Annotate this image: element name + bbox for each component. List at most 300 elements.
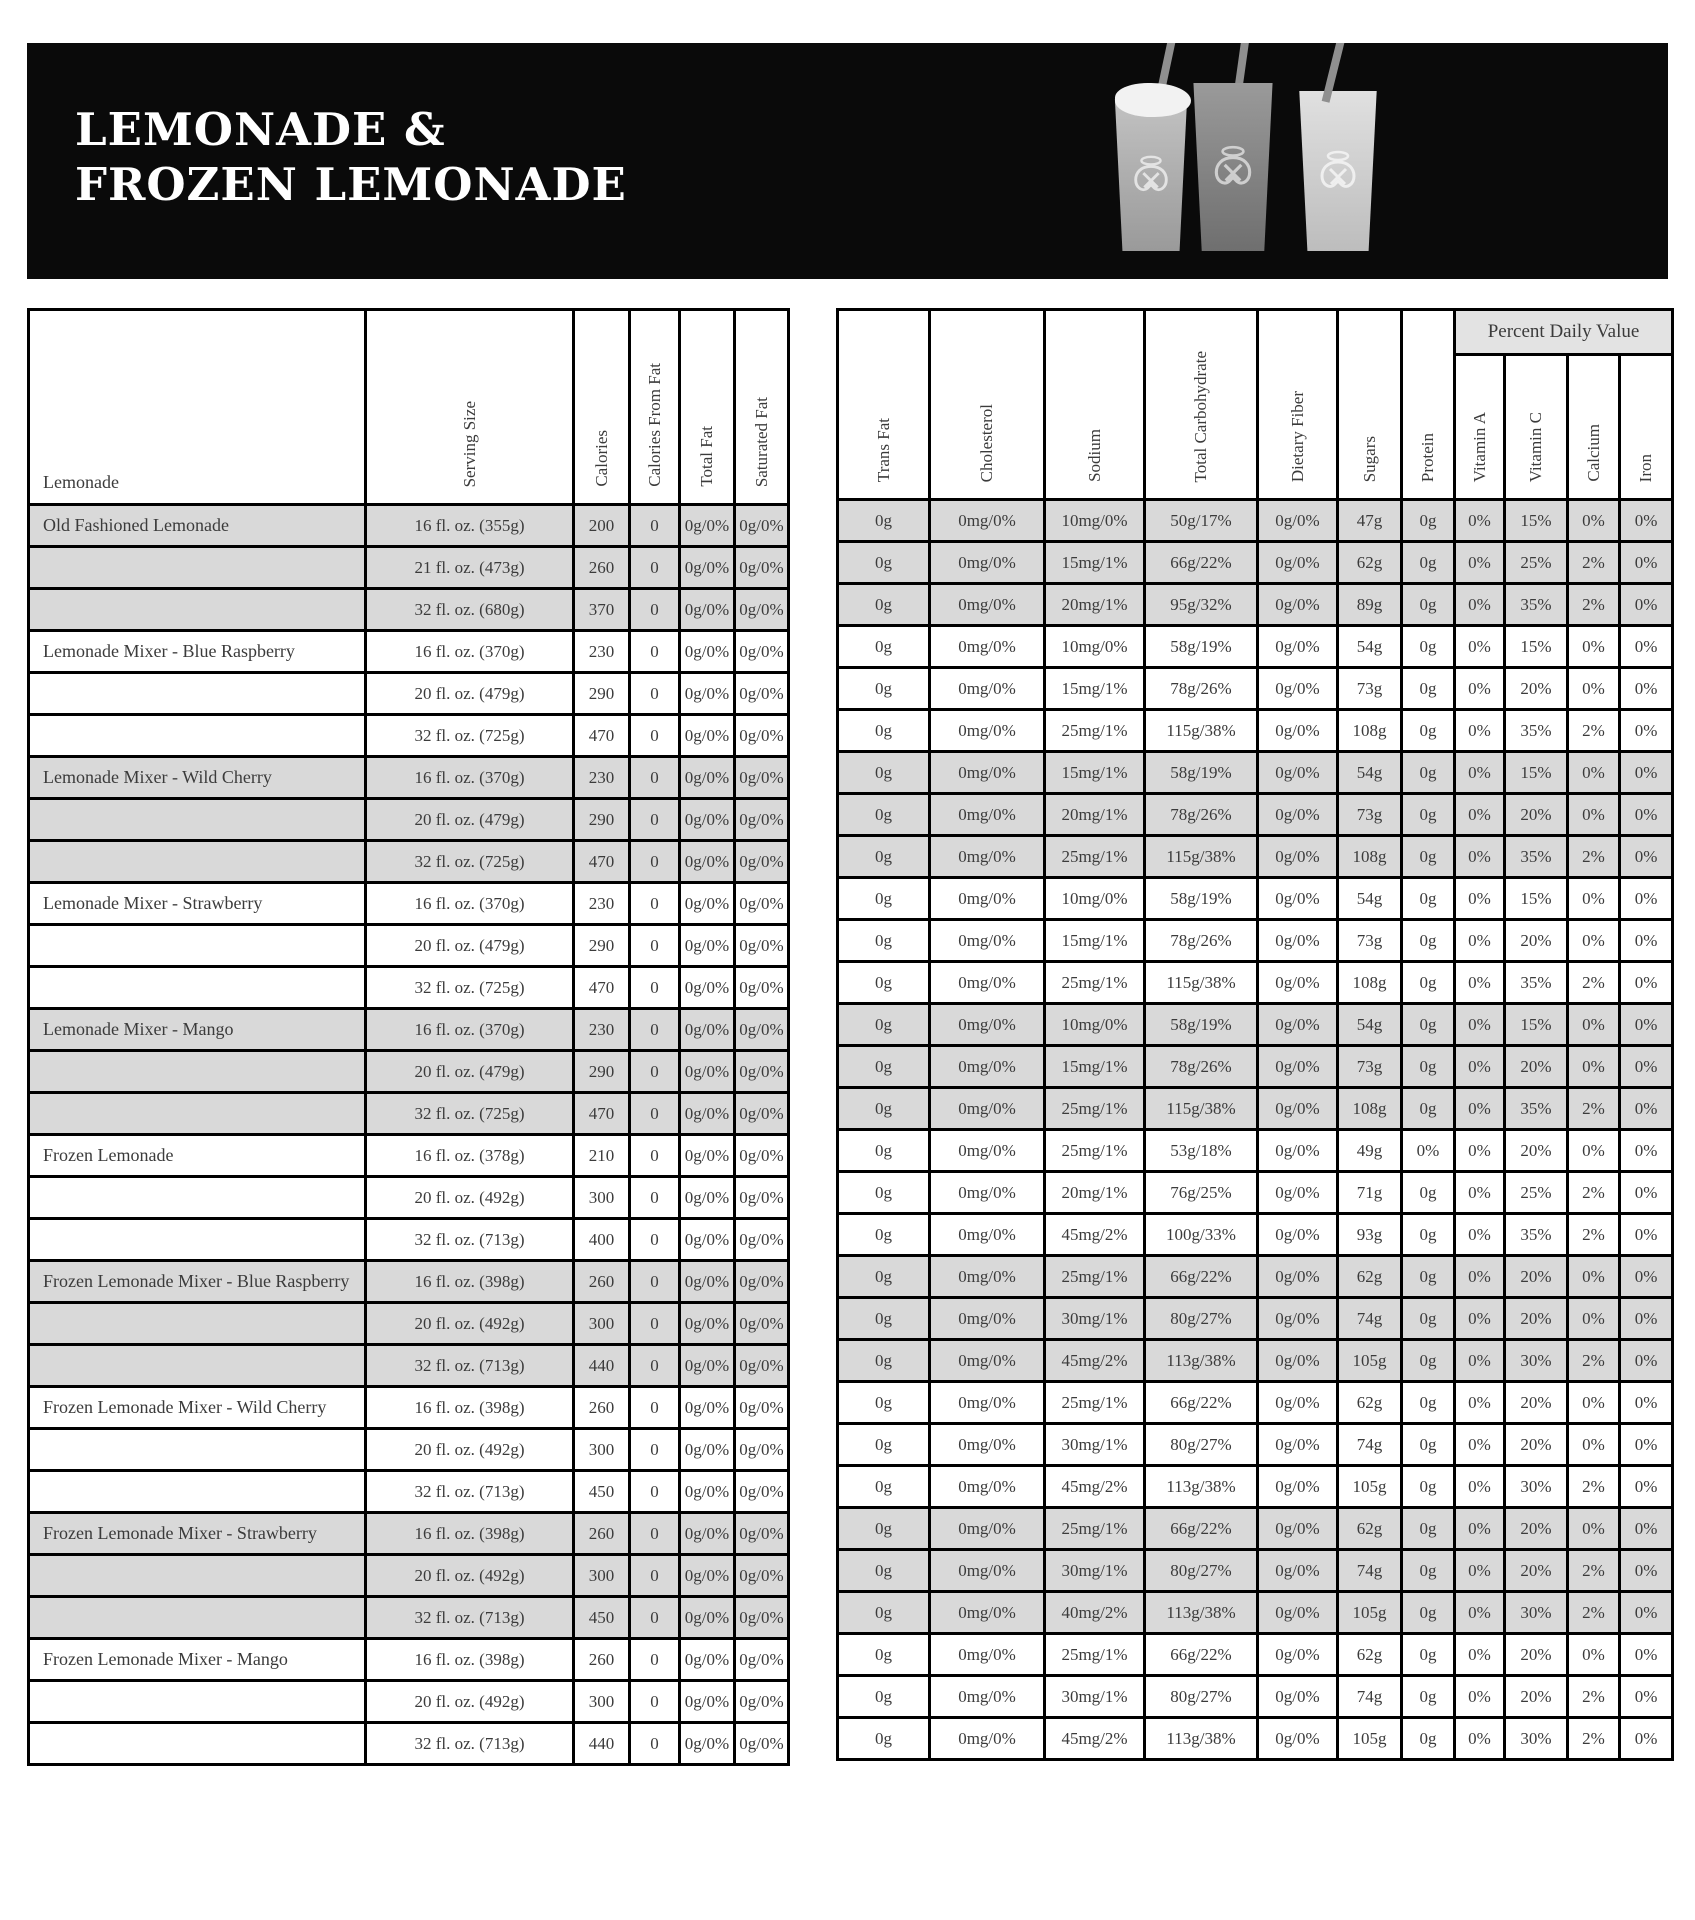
cell-vit_c: 30% bbox=[1505, 1718, 1568, 1760]
cell-serving: 32 fl. oz. (713g) bbox=[366, 1219, 574, 1261]
cell-trans_fat: 0g bbox=[838, 710, 930, 752]
cell-vit_a: 0% bbox=[1455, 584, 1505, 626]
cell-name bbox=[29, 547, 366, 589]
cell-trans_fat: 0g bbox=[838, 1382, 930, 1424]
cell-sugars: 74g bbox=[1338, 1550, 1402, 1592]
cell-calories: 300 bbox=[574, 1429, 630, 1471]
cell-cff: 0 bbox=[630, 1387, 680, 1429]
cell-calories: 200 bbox=[574, 505, 630, 547]
cell-fiber: 0g/0% bbox=[1258, 1088, 1338, 1130]
column-header-calories: Calories bbox=[574, 310, 630, 505]
cell-sat_fat: 0g/0% bbox=[735, 589, 789, 631]
cell-serving: 32 fl. oz. (713g) bbox=[366, 1723, 574, 1765]
cell-carbs: 50g/17% bbox=[1145, 500, 1258, 542]
cell-cholesterol: 0mg/0% bbox=[930, 962, 1045, 1004]
cell-vit_c: 35% bbox=[1505, 962, 1568, 1004]
cell-trans_fat: 0g bbox=[838, 962, 930, 1004]
table-row bbox=[29, 1135, 789, 1177]
cell-total_fat: 0g/0% bbox=[680, 505, 735, 547]
cell-vit_c: 35% bbox=[1505, 584, 1568, 626]
cell-iron: 0% bbox=[1620, 1130, 1673, 1172]
cell-protein: 0g bbox=[1402, 1466, 1455, 1508]
cell-cff: 0 bbox=[630, 1513, 680, 1555]
cell-serving: 32 fl. oz. (725g) bbox=[366, 715, 574, 757]
cell-calcium: 0% bbox=[1568, 752, 1620, 794]
cell-total_fat: 0g/0% bbox=[680, 1471, 735, 1513]
cell-protein: 0g bbox=[1402, 1298, 1455, 1340]
cell-total_fat: 0g/0% bbox=[680, 1597, 735, 1639]
cell-calcium: 0% bbox=[1568, 1424, 1620, 1466]
cell-cff: 0 bbox=[630, 673, 680, 715]
cell-fiber: 0g/0% bbox=[1258, 1718, 1338, 1760]
cell-trans_fat: 0g bbox=[838, 1718, 930, 1760]
cell-calories: 290 bbox=[574, 673, 630, 715]
cell-serving: 20 fl. oz. (479g) bbox=[366, 799, 574, 841]
cell-vit_c: 20% bbox=[1505, 1676, 1568, 1718]
cell-sodium: 45mg/2% bbox=[1045, 1466, 1145, 1508]
cell-cff: 0 bbox=[630, 1135, 680, 1177]
cell-vit_a: 0% bbox=[1455, 1256, 1505, 1298]
cell-vit_a: 0% bbox=[1455, 500, 1505, 542]
cell-fiber: 0g/0% bbox=[1258, 1634, 1338, 1676]
table-row bbox=[838, 1046, 1673, 1088]
cell-fiber: 0g/0% bbox=[1258, 710, 1338, 752]
cell-carbs: 113g/38% bbox=[1145, 1592, 1258, 1634]
cell-carbs: 115g/38% bbox=[1145, 710, 1258, 752]
cell-total_fat: 0g/0% bbox=[680, 967, 735, 1009]
cell-trans_fat: 0g bbox=[838, 794, 930, 836]
table-row bbox=[29, 1219, 789, 1261]
cell-iron: 0% bbox=[1620, 668, 1673, 710]
table-row bbox=[29, 1345, 789, 1387]
cell-cholesterol: 0mg/0% bbox=[930, 500, 1045, 542]
cell-vit_a: 0% bbox=[1455, 1676, 1505, 1718]
cell-iron: 0% bbox=[1620, 1634, 1673, 1676]
table-row bbox=[838, 668, 1673, 710]
cell-calcium: 2% bbox=[1568, 1718, 1620, 1760]
cell-calories: 300 bbox=[574, 1303, 630, 1345]
cell-sat_fat: 0g/0% bbox=[735, 925, 789, 967]
cell-iron: 0% bbox=[1620, 1088, 1673, 1130]
cell-vit_c: 30% bbox=[1505, 1466, 1568, 1508]
cell-cholesterol: 0mg/0% bbox=[930, 1172, 1045, 1214]
cell-protein: 0g bbox=[1402, 668, 1455, 710]
cell-calories: 450 bbox=[574, 1471, 630, 1513]
cell-name bbox=[29, 1093, 366, 1135]
cell-calcium: 2% bbox=[1568, 584, 1620, 626]
cell-calories: 470 bbox=[574, 841, 630, 883]
cell-cholesterol: 0mg/0% bbox=[930, 920, 1045, 962]
cell-cff: 0 bbox=[630, 1051, 680, 1093]
cell-sodium: 30mg/1% bbox=[1045, 1550, 1145, 1592]
column-header-total-carbohydrate: Total Carbohydrate bbox=[1145, 310, 1258, 500]
cell-cholesterol: 0mg/0% bbox=[930, 668, 1045, 710]
cell-trans_fat: 0g bbox=[838, 1340, 930, 1382]
cell-carbs: 76g/25% bbox=[1145, 1172, 1258, 1214]
cell-sugars: 54g bbox=[1338, 626, 1402, 668]
cell-carbs: 95g/32% bbox=[1145, 584, 1258, 626]
cell-protein: 0% bbox=[1402, 1130, 1455, 1172]
cell-total_fat: 0g/0% bbox=[680, 841, 735, 883]
cell-vit_c: 20% bbox=[1505, 1550, 1568, 1592]
cell-sodium: 10mg/0% bbox=[1045, 626, 1145, 668]
cell-carbs: 58g/19% bbox=[1145, 1004, 1258, 1046]
cell-calories: 260 bbox=[574, 547, 630, 589]
table-row bbox=[29, 1723, 789, 1765]
cell-fiber: 0g/0% bbox=[1258, 1424, 1338, 1466]
pretzel-logo-icon bbox=[1128, 153, 1174, 197]
cell-calories: 300 bbox=[574, 1681, 630, 1723]
cell-iron: 0% bbox=[1620, 752, 1673, 794]
cell-cff: 0 bbox=[630, 883, 680, 925]
cell-sodium: 10mg/0% bbox=[1045, 878, 1145, 920]
cell-serving: 32 fl. oz. (713g) bbox=[366, 1471, 574, 1513]
cell-fiber: 0g/0% bbox=[1258, 1592, 1338, 1634]
cell-sugars: 47g bbox=[1338, 500, 1402, 542]
cell-vit_a: 0% bbox=[1455, 878, 1505, 920]
cell-cff: 0 bbox=[630, 631, 680, 673]
lemonade-cup-icon bbox=[1187, 83, 1279, 251]
percent-daily-value-header: Percent Daily Value bbox=[1455, 310, 1673, 355]
cell-sodium: 25mg/1% bbox=[1045, 1130, 1145, 1172]
frozen-foam-icon bbox=[1115, 83, 1191, 117]
cell-cholesterol: 0mg/0% bbox=[930, 1298, 1045, 1340]
cell-iron: 0% bbox=[1620, 1256, 1673, 1298]
table-row bbox=[838, 500, 1673, 542]
cell-serving: 20 fl. oz. (492g) bbox=[366, 1177, 574, 1219]
cell-name: Frozen Lemonade Mixer - Mango bbox=[29, 1639, 366, 1681]
table-row bbox=[29, 1429, 789, 1471]
cell-sugars: 74g bbox=[1338, 1424, 1402, 1466]
cell-vit_a: 0% bbox=[1455, 542, 1505, 584]
table-row bbox=[29, 967, 789, 1009]
cell-protein: 0g bbox=[1402, 1592, 1455, 1634]
cell-calcium: 0% bbox=[1568, 626, 1620, 668]
table-row bbox=[29, 1261, 789, 1303]
cell-protein: 0g bbox=[1402, 878, 1455, 920]
cell-protein: 0g bbox=[1402, 1256, 1455, 1298]
cell-protein: 0g bbox=[1402, 1172, 1455, 1214]
cell-iron: 0% bbox=[1620, 1382, 1673, 1424]
page-title-line2: FROZEN LEMONADE bbox=[75, 157, 627, 211]
cell-fiber: 0g/0% bbox=[1258, 626, 1338, 668]
cell-sodium: 15mg/1% bbox=[1045, 1046, 1145, 1088]
cell-serving: 21 fl. oz. (473g) bbox=[366, 547, 574, 589]
cell-iron: 0% bbox=[1620, 1172, 1673, 1214]
cell-name bbox=[29, 967, 366, 1009]
cell-sugars: 105g bbox=[1338, 1592, 1402, 1634]
cell-name: Lemonade Mixer - Mango bbox=[29, 1009, 366, 1051]
lemonade-cups-icon bbox=[1109, 83, 1383, 251]
cell-calories: 470 bbox=[574, 1093, 630, 1135]
table-row bbox=[838, 584, 1673, 626]
cell-fiber: 0g/0% bbox=[1258, 836, 1338, 878]
table-row bbox=[29, 1513, 789, 1555]
table-row bbox=[29, 589, 789, 631]
cell-calcium: 2% bbox=[1568, 1592, 1620, 1634]
cell-sugars: 74g bbox=[1338, 1298, 1402, 1340]
cell-carbs: 100g/33% bbox=[1145, 1214, 1258, 1256]
cell-calcium: 2% bbox=[1568, 1172, 1620, 1214]
cell-serving: 16 fl. oz. (398g) bbox=[366, 1513, 574, 1555]
column-header-dietary-fiber: Dietary Fiber bbox=[1258, 310, 1338, 500]
cell-sugars: 71g bbox=[1338, 1172, 1402, 1214]
cell-calories: 260 bbox=[574, 1513, 630, 1555]
cell-vit_a: 0% bbox=[1455, 920, 1505, 962]
cell-sodium: 40mg/2% bbox=[1045, 1592, 1145, 1634]
cell-iron: 0% bbox=[1620, 1508, 1673, 1550]
cell-sugars: 73g bbox=[1338, 668, 1402, 710]
cell-cholesterol: 0mg/0% bbox=[930, 1718, 1045, 1760]
cell-fiber: 0g/0% bbox=[1258, 668, 1338, 710]
cell-sat_fat: 0g/0% bbox=[735, 1513, 789, 1555]
cell-sodium: 15mg/1% bbox=[1045, 752, 1145, 794]
cell-fiber: 0g/0% bbox=[1258, 794, 1338, 836]
cell-cholesterol: 0mg/0% bbox=[930, 710, 1045, 752]
cell-fiber: 0g/0% bbox=[1258, 1214, 1338, 1256]
cell-protein: 0g bbox=[1402, 1382, 1455, 1424]
cell-sat_fat: 0g/0% bbox=[735, 547, 789, 589]
cell-vit_c: 20% bbox=[1505, 1424, 1568, 1466]
cell-carbs: 78g/26% bbox=[1145, 920, 1258, 962]
cell-iron: 0% bbox=[1620, 584, 1673, 626]
cell-sat_fat: 0g/0% bbox=[735, 799, 789, 841]
cell-sodium: 30mg/1% bbox=[1045, 1298, 1145, 1340]
cell-vit_a: 0% bbox=[1455, 1718, 1505, 1760]
cell-cff: 0 bbox=[630, 1639, 680, 1681]
cell-cholesterol: 0mg/0% bbox=[930, 1214, 1045, 1256]
table-row bbox=[838, 1088, 1673, 1130]
cell-trans_fat: 0g bbox=[838, 1550, 930, 1592]
cell-vit_a: 0% bbox=[1455, 1466, 1505, 1508]
cell-calories: 290 bbox=[574, 799, 630, 841]
cell-calcium: 0% bbox=[1568, 1046, 1620, 1088]
cell-protein: 0g bbox=[1402, 962, 1455, 1004]
table-row bbox=[29, 883, 789, 925]
cell-iron: 0% bbox=[1620, 500, 1673, 542]
cell-cff: 0 bbox=[630, 1009, 680, 1051]
cell-iron: 0% bbox=[1620, 1718, 1673, 1760]
cell-sodium: 25mg/1% bbox=[1045, 1634, 1145, 1676]
cell-vit_a: 0% bbox=[1455, 1634, 1505, 1676]
cell-sodium: 25mg/1% bbox=[1045, 1382, 1145, 1424]
cell-sodium: 45mg/2% bbox=[1045, 1340, 1145, 1382]
cell-sat_fat: 0g/0% bbox=[735, 673, 789, 715]
cell-name: Frozen Lemonade Mixer - Wild Cherry bbox=[29, 1387, 366, 1429]
table-row bbox=[838, 1298, 1673, 1340]
cell-protein: 0g bbox=[1402, 1550, 1455, 1592]
table-row bbox=[838, 836, 1673, 878]
lemonade-left-table bbox=[27, 308, 790, 1766]
column-header-saturated-fat: Saturated Fat bbox=[735, 310, 789, 505]
cell-cholesterol: 0mg/0% bbox=[930, 1508, 1045, 1550]
cell-vit_c: 20% bbox=[1505, 1634, 1568, 1676]
cell-total_fat: 0g/0% bbox=[680, 1303, 735, 1345]
cell-total_fat: 0g/0% bbox=[680, 757, 735, 799]
cell-serving: 16 fl. oz. (398g) bbox=[366, 1387, 574, 1429]
cell-carbs: 66g/22% bbox=[1145, 1256, 1258, 1298]
table-row bbox=[29, 631, 789, 673]
cell-protein: 0g bbox=[1402, 500, 1455, 542]
cell-vit_c: 20% bbox=[1505, 794, 1568, 836]
cell-cholesterol: 0mg/0% bbox=[930, 836, 1045, 878]
cell-name bbox=[29, 673, 366, 715]
cell-name bbox=[29, 1345, 366, 1387]
cell-serving: 32 fl. oz. (713g) bbox=[366, 1597, 574, 1639]
cell-iron: 0% bbox=[1620, 1046, 1673, 1088]
cell-trans_fat: 0g bbox=[838, 1004, 930, 1046]
cell-vit_a: 0% bbox=[1455, 752, 1505, 794]
page-title-line1: LEMONADE & bbox=[75, 103, 446, 156]
cell-cholesterol: 0mg/0% bbox=[930, 1256, 1045, 1298]
cell-vit_c: 20% bbox=[1505, 1256, 1568, 1298]
cell-sat_fat: 0g/0% bbox=[735, 883, 789, 925]
cell-name bbox=[29, 715, 366, 757]
cell-carbs: 78g/26% bbox=[1145, 668, 1258, 710]
cell-vit_a: 0% bbox=[1455, 1298, 1505, 1340]
cell-vit_c: 35% bbox=[1505, 1214, 1568, 1256]
table-row bbox=[838, 1004, 1673, 1046]
cell-fiber: 0g/0% bbox=[1258, 584, 1338, 626]
cell-cholesterol: 0mg/0% bbox=[930, 1046, 1045, 1088]
cell-fiber: 0g/0% bbox=[1258, 1004, 1338, 1046]
cell-vit_c: 15% bbox=[1505, 500, 1568, 542]
cell-protein: 0g bbox=[1402, 710, 1455, 752]
cell-sodium: 10mg/0% bbox=[1045, 1004, 1145, 1046]
cell-calories: 450 bbox=[574, 1597, 630, 1639]
cell-sat_fat: 0g/0% bbox=[735, 757, 789, 799]
cell-carbs: 115g/38% bbox=[1145, 836, 1258, 878]
cell-protein: 0g bbox=[1402, 542, 1455, 584]
cell-sodium: 20mg/1% bbox=[1045, 1172, 1145, 1214]
table-row bbox=[838, 1676, 1673, 1718]
cell-trans_fat: 0g bbox=[838, 1088, 930, 1130]
cell-cholesterol: 0mg/0% bbox=[930, 1340, 1045, 1382]
table-row bbox=[838, 626, 1673, 668]
cell-serving: 16 fl. oz. (355g) bbox=[366, 505, 574, 547]
table-row bbox=[29, 1009, 789, 1051]
page-title bbox=[75, 103, 627, 213]
cell-cholesterol: 0mg/0% bbox=[930, 584, 1045, 626]
cell-calories: 210 bbox=[574, 1135, 630, 1177]
cell-iron: 0% bbox=[1620, 710, 1673, 752]
cell-calories: 290 bbox=[574, 925, 630, 967]
cell-cff: 0 bbox=[630, 1219, 680, 1261]
cell-name bbox=[29, 1723, 366, 1765]
cell-carbs: 113g/38% bbox=[1145, 1466, 1258, 1508]
cell-fiber: 0g/0% bbox=[1258, 1130, 1338, 1172]
cell-calcium: 0% bbox=[1568, 794, 1620, 836]
cell-total_fat: 0g/0% bbox=[680, 1261, 735, 1303]
pretzel-logo-icon bbox=[1314, 148, 1362, 194]
cell-calories: 400 bbox=[574, 1219, 630, 1261]
cell-total_fat: 0g/0% bbox=[680, 673, 735, 715]
cell-calcium: 0% bbox=[1568, 920, 1620, 962]
cell-cff: 0 bbox=[630, 1345, 680, 1387]
cell-cff: 0 bbox=[630, 1723, 680, 1765]
cell-calories: 230 bbox=[574, 883, 630, 925]
cell-calcium: 0% bbox=[1568, 1634, 1620, 1676]
cell-total_fat: 0g/0% bbox=[680, 1513, 735, 1555]
cell-sugars: 108g bbox=[1338, 1088, 1402, 1130]
cell-iron: 0% bbox=[1620, 1298, 1673, 1340]
table-row bbox=[29, 799, 789, 841]
cell-total_fat: 0g/0% bbox=[680, 631, 735, 673]
cell-sat_fat: 0g/0% bbox=[735, 1345, 789, 1387]
table-row bbox=[29, 1681, 789, 1723]
cell-vit_a: 0% bbox=[1455, 668, 1505, 710]
cell-carbs: 78g/26% bbox=[1145, 1046, 1258, 1088]
cell-cff: 0 bbox=[630, 1261, 680, 1303]
page-banner bbox=[27, 43, 1668, 279]
cell-sodium: 45mg/2% bbox=[1045, 1214, 1145, 1256]
column-header-calcium: Calcium bbox=[1568, 355, 1620, 500]
cell-name: Frozen Lemonade bbox=[29, 1135, 366, 1177]
cell-cff: 0 bbox=[630, 1555, 680, 1597]
cell-serving: 16 fl. oz. (398g) bbox=[366, 1639, 574, 1681]
cell-calcium: 0% bbox=[1568, 1256, 1620, 1298]
cell-protein: 0g bbox=[1402, 1214, 1455, 1256]
cell-fiber: 0g/0% bbox=[1258, 1676, 1338, 1718]
cell-protein: 0g bbox=[1402, 1046, 1455, 1088]
table-row bbox=[29, 757, 789, 799]
cell-serving: 20 fl. oz. (492g) bbox=[366, 1555, 574, 1597]
cell-serving: 20 fl. oz. (492g) bbox=[366, 1303, 574, 1345]
cell-sugars: 73g bbox=[1338, 920, 1402, 962]
cell-sat_fat: 0g/0% bbox=[735, 1219, 789, 1261]
cell-vit_c: 15% bbox=[1505, 1004, 1568, 1046]
cell-total_fat: 0g/0% bbox=[680, 1093, 735, 1135]
cell-trans_fat: 0g bbox=[838, 920, 930, 962]
cell-serving: 16 fl. oz. (370g) bbox=[366, 757, 574, 799]
cell-carbs: 66g/22% bbox=[1145, 1508, 1258, 1550]
cell-calories: 440 bbox=[574, 1723, 630, 1765]
table-row bbox=[29, 1051, 789, 1093]
cell-trans_fat: 0g bbox=[838, 1592, 930, 1634]
cell-sodium: 30mg/1% bbox=[1045, 1676, 1145, 1718]
cell-protein: 0g bbox=[1402, 626, 1455, 668]
cell-iron: 0% bbox=[1620, 920, 1673, 962]
cell-cff: 0 bbox=[630, 1429, 680, 1471]
cell-serving: 32 fl. oz. (725g) bbox=[366, 1093, 574, 1135]
cell-sugars: 108g bbox=[1338, 836, 1402, 878]
cell-trans_fat: 0g bbox=[838, 626, 930, 668]
cell-cff: 0 bbox=[630, 1303, 680, 1345]
cell-sugars: 62g bbox=[1338, 1508, 1402, 1550]
frozen-lemonade-cup-icon bbox=[1109, 99, 1187, 251]
cell-fiber: 0g/0% bbox=[1258, 542, 1338, 584]
cell-total_fat: 0g/0% bbox=[680, 1009, 735, 1051]
cell-protein: 0g bbox=[1402, 1340, 1455, 1382]
cell-cholesterol: 0mg/0% bbox=[930, 1466, 1045, 1508]
cell-cholesterol: 0mg/0% bbox=[930, 794, 1045, 836]
cell-calcium: 2% bbox=[1568, 1466, 1620, 1508]
cell-sat_fat: 0g/0% bbox=[735, 1009, 789, 1051]
cell-cholesterol: 0mg/0% bbox=[930, 1634, 1045, 1676]
cell-sodium: 30mg/1% bbox=[1045, 1424, 1145, 1466]
cell-calories: 440 bbox=[574, 1345, 630, 1387]
cell-fiber: 0g/0% bbox=[1258, 1466, 1338, 1508]
cell-carbs: 115g/38% bbox=[1145, 1088, 1258, 1130]
cell-sat_fat: 0g/0% bbox=[735, 1261, 789, 1303]
cell-total_fat: 0g/0% bbox=[680, 1639, 735, 1681]
cell-iron: 0% bbox=[1620, 794, 1673, 836]
cell-total_fat: 0g/0% bbox=[680, 1345, 735, 1387]
cell-trans_fat: 0g bbox=[838, 752, 930, 794]
cell-vit_a: 0% bbox=[1455, 1088, 1505, 1130]
cell-cholesterol: 0mg/0% bbox=[930, 752, 1045, 794]
cell-fiber: 0g/0% bbox=[1258, 1382, 1338, 1424]
